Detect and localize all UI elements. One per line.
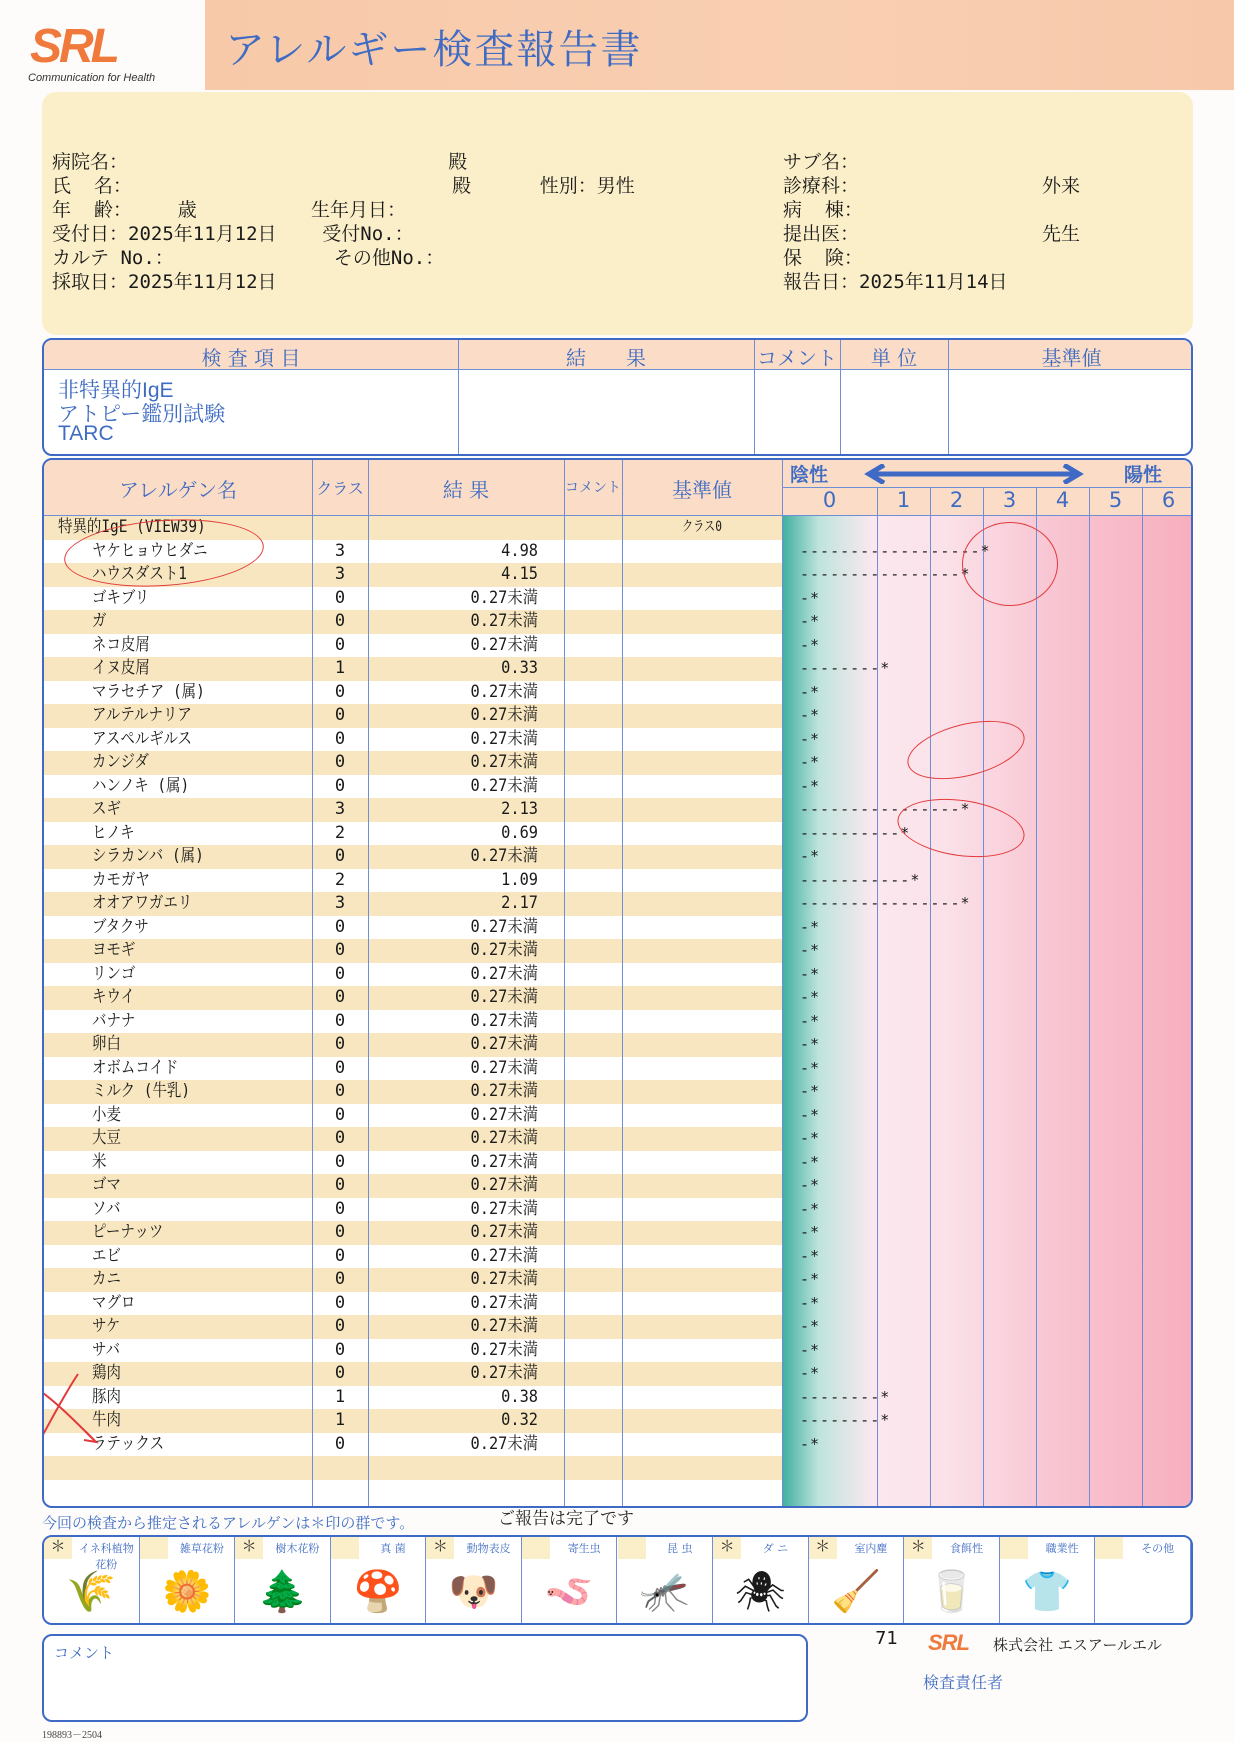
allergen-result: 0.27未満 <box>470 705 538 725</box>
category-mark <box>522 1537 550 1559</box>
class-bar: -* <box>800 1152 821 1171</box>
category-grass <box>44 1537 140 1625</box>
class-bar: -* <box>800 635 821 654</box>
allergen-name: バナナ <box>92 1010 136 1031</box>
allergen-result: 0.27未満 <box>470 846 538 866</box>
category-mark: ＊ <box>426 1537 454 1559</box>
allergen-class: 0 <box>334 940 346 960</box>
allergen-result: 0.27未満 <box>470 1104 538 1125</box>
class-bar: --------* <box>800 659 891 677</box>
allergen-class: 0 <box>334 987 346 1007</box>
allergen-name: 大豆 <box>92 1128 121 1148</box>
col-unit: 単 位 <box>870 346 918 370</box>
allergen-result: 0.27未満 <box>470 1128 538 1148</box>
class-bar: --------* <box>800 1411 891 1429</box>
allergen-class: 0 <box>334 1433 346 1454</box>
allergen-row <box>44 1033 1193 1057</box>
info-hospital: 病院名： 殿 <box>52 151 468 173</box>
allergen-row <box>44 1010 1193 1034</box>
allergen-result: 0.27未満 <box>470 752 538 772</box>
test-item-atopy: アトピー鑑別試験 <box>58 403 226 426</box>
category-label: イネ科植物花粉 <box>78 1542 134 1571</box>
allergen-row <box>44 939 1193 963</box>
allergen-name: サバ <box>92 1339 121 1360</box>
allergen-name: ゴキブリ <box>92 587 150 608</box>
negative-label: 陰性 <box>790 464 829 486</box>
class-bar: -* <box>800 1364 821 1382</box>
category-label: 食餌性 <box>950 1542 984 1555</box>
category-mosquito <box>618 1537 714 1625</box>
info-report-date: 報告日：2025年11月14日 <box>783 271 1008 293</box>
class-bar: ----------------* <box>800 565 971 583</box>
col-result: 結 果 <box>442 478 490 502</box>
form-number: 198893－2504 <box>42 1730 102 1741</box>
worm-icon: 🪱 <box>544 1569 595 1615</box>
allergen-name: ミルク (牛乳) <box>92 1081 191 1101</box>
allergen-class: 3 <box>334 893 346 913</box>
annotation-cross-mark-icon <box>42 1370 104 1450</box>
allergen-name: ブタクサ <box>92 916 149 937</box>
allergen-result: 0.27未満 <box>470 987 538 1007</box>
class-bar: -* <box>800 1434 821 1453</box>
class-bar: ----------------* <box>800 894 971 912</box>
class-bar: -* <box>800 682 821 701</box>
class-bar: -* <box>800 1058 821 1077</box>
allergen-name: オオアワガエリ <box>92 893 193 913</box>
category-vacuum <box>809 1537 905 1625</box>
allergen-name: オボムコイド <box>92 1057 179 1078</box>
category-label: 樹木花粉 <box>275 1542 320 1555</box>
category-mark: ＊ <box>713 1537 741 1559</box>
allergen-result: 0.27未満 <box>470 587 538 608</box>
allergen-result: 0.27未満 <box>470 916 538 937</box>
allergen-row <box>44 704 1193 728</box>
allergen-result: 0.27未満 <box>470 611 538 631</box>
class-bar: -* <box>800 776 821 795</box>
allergen-class: 0 <box>334 1316 346 1336</box>
class-bar: -* <box>800 1176 821 1194</box>
allergen-name: ピーナッツ <box>92 1222 164 1242</box>
col-comment: コメント <box>757 346 837 370</box>
allergen-class: 0 <box>334 1081 346 1101</box>
allergen-class: 1 <box>334 1386 346 1407</box>
category-mold <box>331 1537 427 1625</box>
allergen-result: 0.27未満 <box>470 1198 538 1219</box>
allergen-result: 0.27未満 <box>470 1433 538 1454</box>
allergen-result: 0.27未満 <box>470 775 538 796</box>
category-label: ダ ニ <box>762 1542 789 1555</box>
allergen-row <box>44 1221 1193 1245</box>
allergen-row <box>44 1151 1193 1175</box>
scale-5: 5 <box>1108 488 1123 512</box>
allergen-result: 0.27未満 <box>470 963 538 984</box>
allergen-name: マグロ <box>92 1292 136 1313</box>
allergen-class: 0 <box>334 1269 346 1289</box>
class-bar: -* <box>800 612 821 630</box>
food-icon: 🥛 <box>926 1569 977 1615</box>
allergen-row <box>44 1339 1193 1363</box>
row-stripe <box>44 1456 782 1480</box>
category-mark <box>140 1537 168 1559</box>
class-bar: --------* <box>800 1387 891 1406</box>
general-test-table <box>42 338 1193 456</box>
info-age: 年 齢： 歳 生年月日： <box>52 199 407 221</box>
allergen-name: カモガヤ <box>92 869 150 890</box>
group-reference: クラス0 <box>681 519 722 535</box>
allergen-result: 0.33 <box>501 658 538 678</box>
allergen-name: 豚肉 <box>92 1386 121 1407</box>
allergen-row <box>44 751 1193 775</box>
comment-box <box>42 1634 808 1722</box>
scale-0: 0 <box>822 488 837 512</box>
allergen-class: 0 <box>334 728 346 749</box>
allergen-result: 4.15 <box>501 564 538 584</box>
allergen-result: 0.27未満 <box>470 1292 538 1313</box>
allergen-class: 0 <box>334 752 346 772</box>
allergen-name: ヨモギ <box>92 940 136 960</box>
allergen-row <box>44 986 1193 1010</box>
class-bar: ----------------* <box>800 800 971 818</box>
category-worm <box>522 1537 618 1625</box>
info-collection-date: 採取日：2025年11月12日 <box>52 271 277 293</box>
positive-label: 陽性 <box>1124 464 1163 486</box>
allergen-class: 0 <box>334 1222 346 1242</box>
allergen-row <box>44 1198 1193 1222</box>
patient-info-panel <box>42 92 1193 335</box>
allergen-class: 2 <box>334 822 346 843</box>
allergen-name: 卵白 <box>92 1034 121 1054</box>
allergen-name: ガ <box>92 611 107 631</box>
allergen-row <box>44 1104 1193 1128</box>
allergen-name: ハンノキ (属) <box>92 775 190 796</box>
class-bar: -* <box>800 1223 821 1241</box>
mite-icon: 🕷 <box>734 1569 786 1615</box>
negative-positive-arrow-icon <box>864 464 1084 484</box>
test-item-nonspecific-ige: 非特異的IgE <box>58 379 174 402</box>
allergen-name: スギ <box>92 799 121 819</box>
allergen-class: 0 <box>334 611 346 631</box>
allergen-class: 0 <box>334 1057 346 1078</box>
allergen-row <box>44 1268 1193 1292</box>
class-bar: -* <box>800 753 821 771</box>
allergen-class: 0 <box>334 1010 346 1031</box>
page-number: 71 <box>875 1628 898 1649</box>
allergen-result: 2.17 <box>501 893 538 913</box>
info-name: 氏 名： 殿 性別：男性 <box>52 175 635 197</box>
category-mark <box>1000 1537 1028 1559</box>
allergen-name: サケ <box>92 1316 121 1336</box>
category-work-clothes <box>1000 1537 1096 1625</box>
allergen-class: 0 <box>334 634 346 655</box>
class-bar: -* <box>800 964 821 983</box>
allergen-result: 0.27未満 <box>470 1175 538 1195</box>
allergen-class: 0 <box>334 1175 346 1195</box>
allergen-row <box>44 1386 1193 1410</box>
allergen-row <box>44 1292 1193 1316</box>
allergen-class: 1 <box>334 1410 346 1430</box>
allergen-name: ネコ皮屑 <box>92 634 150 655</box>
allergen-row <box>44 681 1193 705</box>
class-bar: -* <box>800 917 821 936</box>
category-label: 昆 虫 <box>667 1542 693 1555</box>
allergen-result: 0.27未満 <box>470 940 538 960</box>
allergen-class: 3 <box>334 540 346 561</box>
allergen-result: 0.27未満 <box>470 1316 538 1336</box>
scale-2: 2 <box>949 488 964 512</box>
test-item-tarc: TARC <box>58 422 114 445</box>
allergen-result: 0.27未満 <box>470 1034 538 1054</box>
col-test-item: 検 査 項 目 <box>201 346 301 370</box>
report-complete-note: ご報告は完了です <box>498 1509 634 1529</box>
allergen-result: 0.69 <box>501 822 538 843</box>
class-bar: -* <box>800 588 821 607</box>
allergen-name: 米 <box>92 1151 107 1172</box>
allergen-name: ヒノキ <box>92 822 135 843</box>
category-food <box>904 1537 1000 1625</box>
info-sub-name: サブ名： <box>783 151 860 173</box>
responsible-person-label: 検査責任者 <box>923 1673 1004 1692</box>
scale-6: 6 <box>1161 488 1176 512</box>
legend-note: 今回の検査から推定されるアレルゲンは＊印の群です。 <box>42 1514 415 1532</box>
allergen-result: 0.27未満 <box>470 634 538 655</box>
general-test-header <box>44 340 1191 370</box>
comment-label: コメント <box>54 1644 115 1662</box>
allergen-name: イヌ皮屑 <box>92 658 150 678</box>
srl-logo: SRL <box>30 20 117 73</box>
allergen-name: 小麦 <box>92 1104 121 1125</box>
col-result: 結 果 <box>566 346 646 370</box>
allergen-class: 0 <box>334 681 346 702</box>
allergen-row <box>44 1409 1193 1433</box>
allergen-class: 0 <box>334 705 346 725</box>
allergen-class: 0 <box>334 1339 346 1360</box>
category-mite <box>713 1537 809 1625</box>
allergen-table <box>42 458 1193 1508</box>
class-bar: -* <box>800 1199 821 1218</box>
footer-srl-logo: SRL <box>928 1630 969 1655</box>
allergen-class: 0 <box>334 1292 346 1313</box>
allergen-row <box>44 634 1193 658</box>
company-name: 株式会社 エスアールエル <box>993 1636 1163 1654</box>
allergen-row <box>44 1362 1193 1386</box>
allergen-row <box>44 798 1193 822</box>
allergen-name: 鶏肉 <box>92 1363 121 1383</box>
allergen-row <box>44 869 1193 893</box>
allergen-name: ヤケヒョウヒダニ <box>92 540 208 561</box>
col-reference: 基準値 <box>672 478 732 502</box>
allergen-class: 0 <box>334 846 346 866</box>
allergen-result: 0.27未満 <box>470 1245 538 1266</box>
class-bar: -----------* <box>800 870 921 889</box>
allergen-row <box>44 610 1193 634</box>
allergen-row <box>44 963 1193 987</box>
class-bar: ----------* <box>800 823 911 842</box>
allergen-name: 牛肉 <box>92 1410 121 1430</box>
allergen-name: エビ <box>92 1245 121 1266</box>
group-name: 特異的IgE (VIEW39) <box>58 517 206 537</box>
allergen-class: 3 <box>334 799 346 819</box>
col-comment: コメント <box>565 480 621 496</box>
allergen-class: 0 <box>334 1034 346 1054</box>
allergen-result: 0.32 <box>501 1410 538 1430</box>
allergen-name: カンジダ <box>92 752 149 772</box>
class-bar: -* <box>800 941 821 959</box>
allergen-row <box>44 1080 1193 1104</box>
info-insurance: 保 険： <box>783 247 863 269</box>
allergen-result: 0.27未満 <box>470 1081 538 1101</box>
class-bar: -* <box>800 1270 821 1288</box>
info-department: 診療科： 外来 <box>783 175 1081 197</box>
category-mark: ＊ <box>904 1537 932 1559</box>
allergen-name: ハウスダスト1 <box>92 564 187 584</box>
allergen-class: 0 <box>334 1151 346 1172</box>
allergen-result: 0.27未満 <box>470 681 538 702</box>
allergen-row <box>44 916 1193 940</box>
category-label: 職業性 <box>1045 1542 1079 1555</box>
info-doctor: 提出医： 先生 <box>783 223 1081 245</box>
allergen-name: リンゴ <box>92 963 136 984</box>
mosquito-icon: 🦟 <box>639 1569 690 1615</box>
allergen-class: 0 <box>334 1128 346 1148</box>
allergen-result: 0.27未満 <box>470 1057 538 1078</box>
class-bar: -* <box>800 1340 821 1359</box>
class-bar: -* <box>800 706 821 724</box>
allergen-row <box>44 1433 1193 1457</box>
class-bar: -* <box>800 1129 821 1147</box>
category-label: 動物表皮 <box>466 1542 511 1555</box>
grass-icon: 🌾 <box>66 1569 117 1615</box>
info-chart-no: カルテ No.： その他No.： <box>52 247 445 269</box>
allergen-row <box>44 657 1193 681</box>
allergen-result: 0.27未満 <box>470 1222 538 1242</box>
allergen-name: ソバ <box>92 1198 121 1219</box>
vacuum-icon: 🧹 <box>831 1569 881 1615</box>
annotation-circle-class3 <box>962 522 1058 606</box>
allergen-result: 2.13 <box>501 799 538 819</box>
category-mark <box>618 1537 646 1559</box>
info-reception: 受付日：2025年11月12日 受付No.： <box>52 223 414 245</box>
allergen-class: 0 <box>334 916 346 937</box>
category-mark: ＊ <box>235 1537 263 1559</box>
scale-4: 4 <box>1055 488 1070 512</box>
category-mark: ＊ <box>44 1537 72 1559</box>
category-dog-cat <box>426 1537 522 1625</box>
report-title: アレルギー検査報告書 <box>225 27 643 73</box>
class-bar: -* <box>800 729 821 748</box>
category-label: 真 菌 <box>380 1542 406 1555</box>
category-mark <box>1095 1537 1123 1559</box>
col-reference: 基準値 <box>1041 346 1102 370</box>
allergen-class: 0 <box>334 1104 346 1125</box>
mold-icon: 🍄 <box>353 1569 403 1615</box>
class-bar: -* <box>800 1317 821 1335</box>
class-bar: ------------------* <box>800 541 991 560</box>
allergen-class: 2 <box>334 869 346 890</box>
allergen-result: 0.27未満 <box>470 728 538 749</box>
dog-cat-icon: 🐶 <box>448 1569 499 1615</box>
col-class: クラス <box>316 479 364 498</box>
category-mark <box>331 1537 359 1559</box>
category-label: 寄生虫 <box>567 1542 601 1555</box>
class-bar: -* <box>800 847 821 865</box>
allergen-row <box>44 1315 1193 1339</box>
allergen-table-header <box>44 460 1191 516</box>
category-label: 室内塵 <box>854 1542 888 1555</box>
allergen-class: 0 <box>334 1245 346 1266</box>
allergen-row <box>44 845 1193 869</box>
category-dandelion <box>140 1537 236 1625</box>
scale-1: 1 <box>896 488 911 512</box>
allergen-category-strip <box>42 1535 1193 1625</box>
allergen-name: カニ <box>92 1269 121 1289</box>
allergen-result: 0.27未満 <box>470 1151 538 1172</box>
class-bar: -* <box>800 1035 821 1053</box>
class-bar: -* <box>800 1293 821 1312</box>
class-bar: -* <box>800 1011 821 1030</box>
info-ward: 病 棟： <box>783 199 863 221</box>
category-tree <box>235 1537 331 1625</box>
col-allergen-name: アレルゲン名 <box>119 478 237 502</box>
scale-3: 3 <box>1002 488 1017 512</box>
allergen-name: アルテルナリア <box>92 705 192 725</box>
allergen-row <box>44 1174 1193 1198</box>
allergen-row <box>44 1057 1193 1081</box>
allergen-result: 0.27未満 <box>470 1363 538 1383</box>
class-bar: -* <box>800 1105 821 1124</box>
tree-icon: 🌲 <box>257 1569 308 1615</box>
allergen-class: 1 <box>334 658 346 678</box>
allergen-name: キウイ <box>92 987 135 1007</box>
allergen-row <box>44 1245 1193 1269</box>
allergen-class: 0 <box>334 775 346 796</box>
class-bar: -* <box>800 1082 821 1100</box>
allergen-result: 0.27未満 <box>470 1010 538 1031</box>
allergen-result: 4.98 <box>501 540 538 561</box>
category-label: 雑草花粉 <box>179 1542 224 1555</box>
class-bar: -* <box>800 1246 821 1265</box>
allergen-class: 3 <box>334 564 346 584</box>
allergen-class: 0 <box>334 587 346 608</box>
category-mark: ＊ <box>809 1537 837 1559</box>
category-label: その他 <box>1141 1542 1175 1555</box>
allergen-row <box>44 892 1193 916</box>
allergen-class: 0 <box>334 1198 346 1219</box>
allergen-class: 0 <box>334 963 346 984</box>
allergen-name: シラカンバ (属) <box>92 846 204 866</box>
allergen-class: 0 <box>334 1363 346 1383</box>
dandelion-icon: 🌼 <box>161 1569 212 1615</box>
allergen-row <box>44 1127 1193 1151</box>
row-stripe <box>44 1480 782 1504</box>
allergen-name: マラセチア (属) <box>92 681 205 702</box>
category-none <box>1095 1537 1191 1625</box>
allergen-name: ゴマ <box>92 1175 121 1195</box>
allergen-name: アスペルギルス <box>92 728 192 749</box>
allergen-result: 0.27未満 <box>470 1269 538 1289</box>
work-clothes-icon: 👕 <box>1022 1569 1073 1615</box>
allergen-row <box>44 775 1193 799</box>
allergen-name: ラテックス <box>92 1433 165 1454</box>
allergen-result: 0.27未満 <box>470 1339 538 1360</box>
class-bar: -* <box>800 988 821 1006</box>
allergen-result: 0.38 <box>501 1386 538 1407</box>
allergen-result: 1.09 <box>501 869 538 890</box>
logo-tagline: Communication for Health <box>28 72 156 84</box>
